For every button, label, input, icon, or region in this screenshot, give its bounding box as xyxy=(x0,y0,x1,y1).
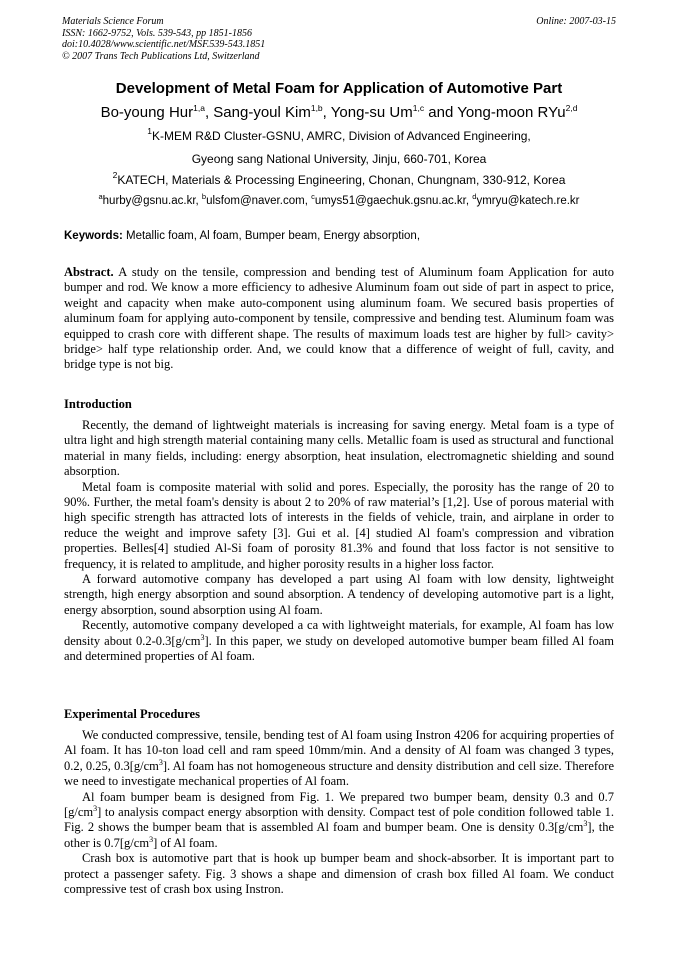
issn-line: ISSN: 1662-9752, Vols. 539-543, pp 1851-1856 xyxy=(62,27,252,39)
paragraph-text: Al foam bumper beam is designed from Fig. 1. We prepared two bumper beam, density 0.3 and 0.7 [g/cm xyxy=(64,789,614,820)
email-sup: a xyxy=(98,192,103,201)
paragraph-text: Recently, automotive company developed a ca with lightweight materials, for example, Al foam has low density about 0.2-0.3[g/cm xyxy=(64,618,614,648)
affiliation-1-line-2: Gyeong sang National University, Jinju, 660-701, Korea xyxy=(191,152,487,166)
author-sup: 1,b xyxy=(310,103,323,113)
experimental-heading: Experimental Procedures xyxy=(64,707,200,721)
paragraph xyxy=(64,790,614,852)
affiliation-text: KATECH, Materials & Processing Engineering, Chonan, Chungnam, 330-912, Korea xyxy=(117,173,566,187)
email-separator: , xyxy=(465,195,473,207)
paragraph xyxy=(64,728,614,790)
author-list xyxy=(0,104,678,122)
email-sup: b xyxy=(201,192,207,201)
abstract-text: A study on the tensile, compression and bending test of Aluminum foam Application for auto bumper and rod. We know a more efficiency to adhesive Aluminum foam out side of part in aspect to price, weight and capacity when make auto-component using aluminum foam. We secured basis properties of aluminum foam for applying auto-component by tensile, compressive and bending test. Aluminum foam was equipped to crash core with different shape. The results of maximum loads test are higher by full> cavity> bridge> half type relationship order. And, we could know that a difference of weight of full, cavity, and bridge type is not big. xyxy=(64,265,614,372)
author-separator: , xyxy=(204,104,214,121)
abstract xyxy=(64,265,614,373)
paragraph-text: ]. Al foam has not homogeneous structure and density distribution and cell size. Therefore we need to investigate mechanical properties of Al foam. xyxy=(64,758,614,789)
paragraph xyxy=(64,618,614,664)
author-sup: 1,a xyxy=(193,103,205,113)
email-sup: d xyxy=(472,192,477,201)
affiliation-2 xyxy=(0,170,678,187)
paragraph-text: ]. In this paper, we study on developed automotive bumper beam filled Al foam and determined properties of Al foam. xyxy=(64,633,614,664)
affiliation-sup: 2 xyxy=(112,170,118,180)
experimental-body xyxy=(64,728,614,897)
introduction-body xyxy=(64,418,614,665)
paragraph: Recently, the demand of lightweight materials is increasing for saving energy. Metal foam is a type of ultra light and high strength material containing many cells. Metallic foam is used as structural and functional material in many fields, including: energy absorption, heat insulation, electromagnetic shielding and sound absorption. xyxy=(64,418,614,479)
running-header xyxy=(62,16,616,62)
affiliation-sup: 1 xyxy=(147,126,152,136)
affiliation-text: K-MEM R&D Cluster-GSNU, AMRC, Division of Advanced Engineering, xyxy=(151,129,531,143)
author-sup: 1,c xyxy=(412,103,425,113)
superscript: 3 xyxy=(583,819,588,829)
keywords-label: Keywords: xyxy=(64,230,123,242)
email-link[interactable]: ulsfom@naver.com xyxy=(206,195,305,207)
superscript: 3 xyxy=(93,804,98,814)
journal-name: Materials Science Forum xyxy=(62,16,164,27)
email-link[interactable]: hurby@gsnu.ac.kr xyxy=(102,195,196,207)
author-name: Yong-su Um xyxy=(330,104,413,121)
paragraph: Crash box is automotive part that is hook up bumper beam and shock-absorber. It is important part to protect a passenger safety. Fig. 3 shows a shape and dimension of crash box filled Al foam. We conduct compressive test of crash box using Instron. xyxy=(64,851,614,897)
author-name: Yong-moon RYu xyxy=(457,104,566,121)
email-link[interactable]: umys51@gaechuk.gsnu.ac.kr xyxy=(314,195,466,207)
author-name: Sang-youl Kim xyxy=(213,104,311,121)
online-date: Online: 2007-03-15 xyxy=(536,16,616,27)
paragraph-text: ] of Al foam. xyxy=(153,835,218,850)
doi-line[interactable]: doi:10.4028/www.scientific.net/MSF.539-543.1851 xyxy=(62,39,266,50)
author-name: Bo-young Hur xyxy=(100,104,194,121)
superscript: 3 xyxy=(200,632,205,642)
paragraph-text: ], the other is 0.7[g/cm xyxy=(64,820,615,850)
keywords-text: Metallic foam, Al foam, Bumper beam, Energy absorption, xyxy=(122,230,421,242)
author-separator: , xyxy=(322,104,331,121)
email-link[interactable]: ymryu@katech.re.kr xyxy=(476,195,580,207)
affiliation-1 xyxy=(0,126,678,143)
paragraph-text: ] to analysis compact energy absorption with density. Compact test of pole condition followed table 1. Fig. 2 shows the bumper beam that is assembled Al foam and bumper beam. One is density 0.3[g/cm xyxy=(64,805,614,835)
email-separator: , xyxy=(195,195,202,207)
introduction-heading: Introduction xyxy=(64,397,132,411)
paragraph: Metal foam is composite material with solid and pores. Especially, the porosity has the range of 20 to 90%. Further, the metal foam's density is about 2 to 20% of raw material’s [1,2]. Use of porous material with high specific strength has attracted lots of interests in the fields of vehicle, train, and airplane in order to reduce the weight and improve safety [3]. Gui et al. [4] studied Al foam's compression and vibration properties. Belles[4] studied Al-Si foam of porosity 81.3% and found that loss factor is not sensitive to frequency, it is related to amplitude, and higher porosity results in a higher loss factor. xyxy=(64,479,614,571)
author-sup: 2,d xyxy=(565,103,578,113)
keywords xyxy=(64,229,420,243)
copyright-line: © 2007 Trans Tech Publications Ltd, Switzerland xyxy=(62,50,260,62)
abstract-label: Abstract. xyxy=(64,265,114,279)
paragraph: A forward automotive company has developed a part using Al foam with low density, lightweight strength, high energy absorption and sound absorption. A tendency of developing automotive part is a light, energy absorption, sound absorption using Al foam. xyxy=(64,572,614,617)
paragraph-text: We conducted compressive, tensile, bending test of Al foam using Instron 4206 for acquiring properties of Al foam. It has 10-ton load cell and ram speed 10mm/min. And a density of Al foam was changed 3 types, 0.2, 0.25, 0.3[g/cm xyxy=(64,728,614,773)
email-sup: c xyxy=(311,192,315,201)
author-separator: and xyxy=(424,104,458,121)
superscript: 3 xyxy=(158,757,163,767)
paper-title: Development of Metal Foam for Application of Automotive Part xyxy=(115,80,563,97)
email-list xyxy=(0,194,678,208)
email-separator: , xyxy=(304,195,312,207)
superscript: 3 xyxy=(149,834,154,844)
